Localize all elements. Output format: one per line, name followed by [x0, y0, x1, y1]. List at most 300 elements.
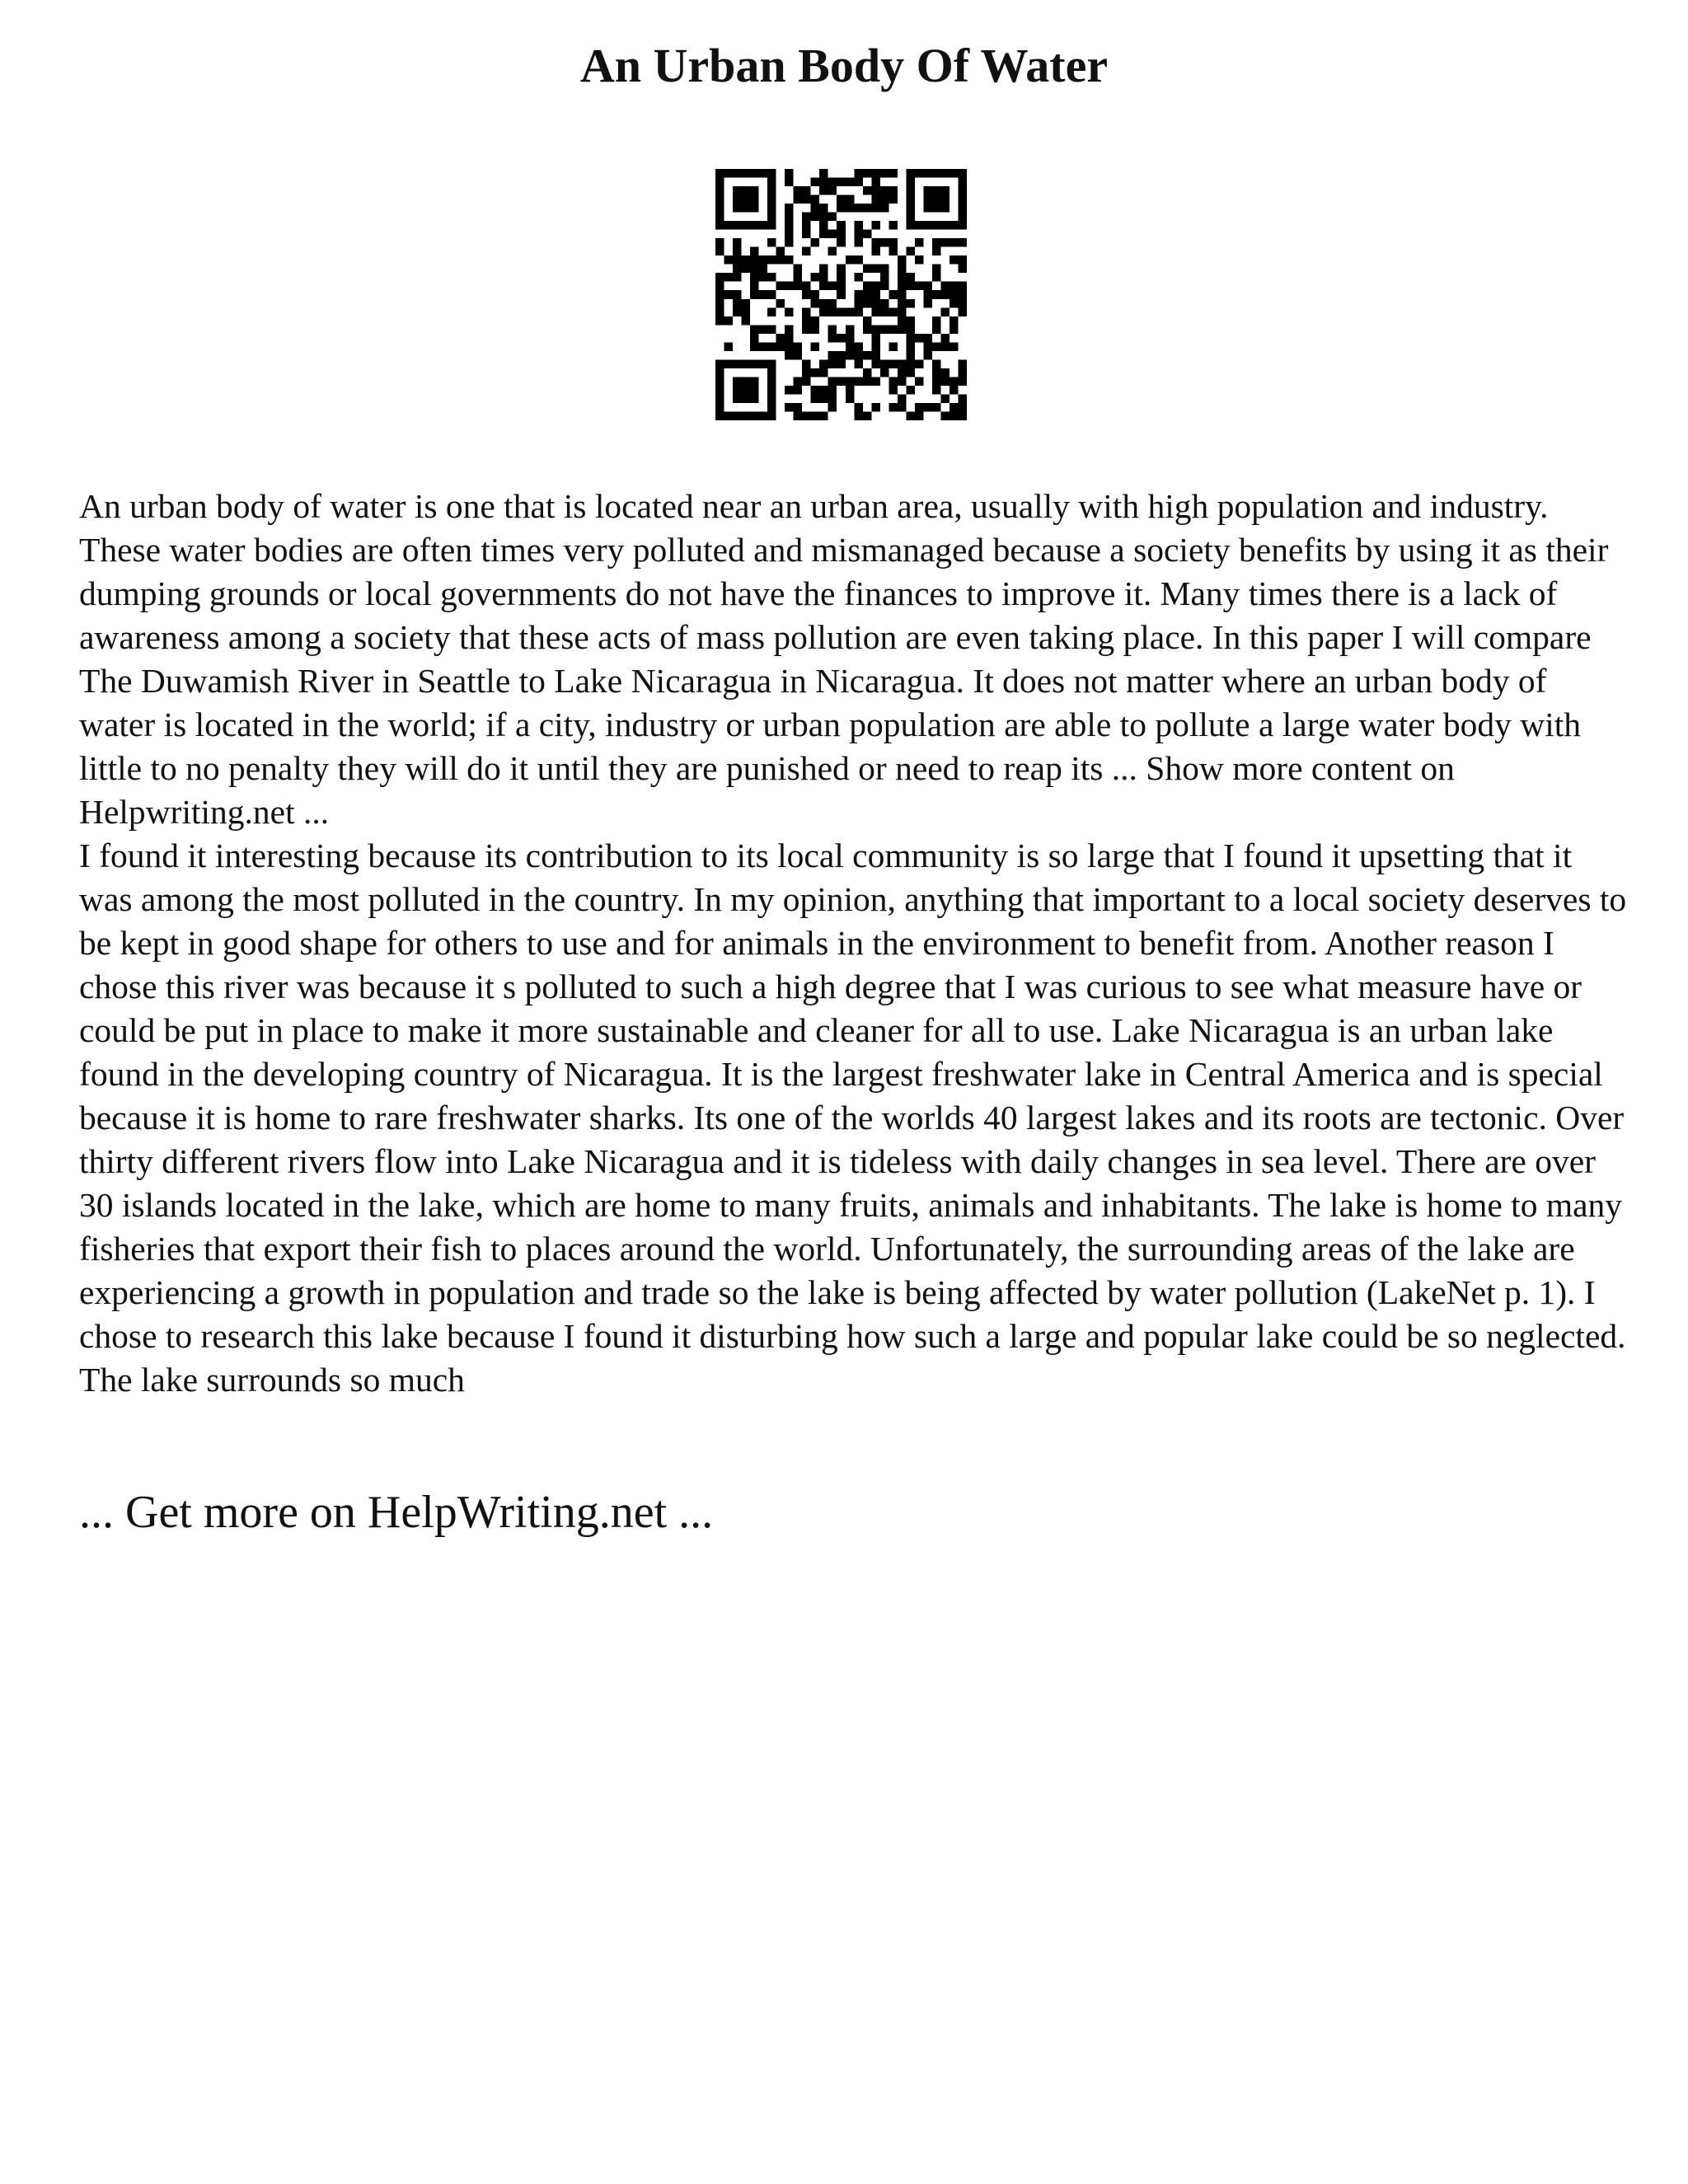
- qr-module: [950, 299, 959, 308]
- qr-module: [819, 265, 828, 274]
- qr-module: [958, 178, 967, 187]
- qr-module: [776, 247, 785, 256]
- qr-module: [794, 377, 803, 386]
- qr-module: [923, 334, 932, 343]
- qr-module: [715, 386, 724, 395]
- qr-module: [785, 386, 794, 395]
- qr-module: [923, 282, 932, 291]
- qr-module: [750, 377, 759, 386]
- qr-module: [742, 377, 751, 386]
- qr-module: [794, 403, 803, 412]
- qr-module: [724, 169, 734, 178]
- qr-module: [750, 169, 759, 178]
- qr-module: [950, 386, 959, 395]
- qr-module: [880, 273, 889, 282]
- qr-module: [776, 342, 785, 351]
- qr-module: [715, 299, 724, 308]
- qr-module: [794, 282, 803, 291]
- qr-module: [802, 316, 811, 326]
- qr-module: [898, 394, 907, 403]
- qr-module: [802, 195, 811, 204]
- qr-module: [915, 221, 924, 230]
- qr-module: [915, 411, 924, 420]
- qr-module: [759, 265, 768, 274]
- qr-module: [828, 213, 837, 222]
- qr-module: [828, 282, 837, 291]
- qr-module: [854, 221, 863, 230]
- qr-module: [724, 290, 734, 299]
- qr-module: [923, 342, 932, 351]
- qr-module: [715, 411, 724, 420]
- qr-module: [871, 377, 880, 386]
- qr-module: [898, 299, 907, 308]
- qr-module: [715, 307, 724, 316]
- qr-module: [889, 238, 898, 247]
- qr-module: [785, 169, 794, 178]
- qr-module: [932, 368, 941, 377]
- qr-module: [794, 386, 803, 395]
- qr-module: [940, 411, 950, 420]
- qr-module: [880, 368, 889, 377]
- qr-module: [715, 316, 724, 326]
- qr-module: [871, 247, 880, 256]
- qr-module: [846, 307, 855, 316]
- qr-module: [715, 247, 724, 256]
- qr-module: [767, 325, 776, 334]
- qr-module: [837, 195, 846, 204]
- qr-module: [837, 178, 846, 187]
- qr-module: [724, 221, 734, 230]
- qr-module: [837, 377, 846, 386]
- qr-module: [785, 403, 794, 412]
- qr-module: [724, 316, 734, 326]
- qr-module: [863, 230, 872, 239]
- qr-module: [871, 299, 880, 308]
- qr-module: [958, 394, 967, 403]
- qr-module: [863, 186, 872, 195]
- qr-module: [828, 307, 837, 316]
- qr-module: [819, 368, 828, 377]
- qr-module: [759, 411, 768, 420]
- qr-module: [828, 334, 837, 343]
- qr-module: [854, 299, 863, 308]
- qr-module: [932, 238, 941, 247]
- qr-module: [767, 411, 776, 420]
- qr-module: [915, 238, 924, 247]
- qr-module: [923, 195, 932, 204]
- qr-module: [923, 186, 932, 195]
- qr-module: [802, 282, 811, 291]
- qr-module: [871, 195, 880, 204]
- qr-module: [871, 282, 880, 291]
- qr-module: [811, 213, 820, 222]
- qr-module: [932, 247, 941, 256]
- qr-module: [846, 178, 855, 187]
- qr-module: [854, 351, 863, 360]
- qr-module: [846, 204, 855, 213]
- qr-module: [940, 169, 950, 178]
- qr-module: [785, 282, 794, 291]
- qr-module: [742, 221, 751, 230]
- qr-module: [794, 195, 803, 204]
- qr-module: [785, 178, 794, 187]
- qr-module: [759, 290, 768, 299]
- qr-module: [932, 377, 941, 386]
- qr-module: [750, 195, 759, 204]
- qr-module: [715, 290, 724, 299]
- qr-module: [906, 213, 915, 222]
- qr-module: [889, 386, 898, 395]
- qr-module: [794, 265, 803, 274]
- qr-module: [871, 169, 880, 178]
- qr-module: [733, 359, 742, 368]
- qr-module: [828, 377, 837, 386]
- qr-module: [811, 204, 820, 213]
- qr-module: [819, 411, 828, 420]
- qr-module: [889, 195, 898, 204]
- qr-module: [932, 265, 941, 274]
- qr-module: [828, 230, 837, 239]
- qr-module: [932, 342, 941, 351]
- qr-module: [767, 359, 776, 368]
- qr-module: [958, 411, 967, 420]
- qr-module: [906, 273, 915, 282]
- get-more-link[interactable]: ... Get more on HelpWriting.net ...: [79, 1487, 714, 1538]
- qr-module: [742, 204, 751, 213]
- qr-module: [724, 411, 734, 420]
- qr-module: [958, 290, 967, 299]
- qr-module: [828, 351, 837, 360]
- qr-module: [846, 325, 855, 334]
- paragraph-2: I found it interesting because its contribution to its local community is so large that I found it upsetting that it was among the most polluted in the country. In my opinion, anything that important to a local society deserves to be kept in good shape for others to use and for animals in the environment to benefit from. Another reason I chose this river was because it s polluted to such a high degree that I was curious to see what measure have or could be put in place to make it more sustainable and cleaner for all to use. Lake Nicaragua is an urban lake found in the developing country of Nicaragua. It is the largest freshwater lake in Central America and is special because it is home to rare freshwater sharks. Its one of the worlds 40 largest lakes and its roots are tectonic. Over thirty different rivers flow into Lake Nicaragua and it is tideless with daily changes in sea level. There are over 30 islands located in the lake, which are home to many fruits, animals and inhabitants. The lake is home to many fisheries that export their fish to places around the world. Unfortunately, the surrounding areas of the lake are experiencing a growth in population and trade so the lake is being affected by water pollution (LakeNet p. 1). I chose to research this lake because I found it disturbing how such a large and popular lake could be so neglected. The lake surrounds so much: [79, 837, 1627, 1399]
- qr-module: [742, 394, 751, 403]
- qr-module: [950, 238, 959, 247]
- qr-module: [802, 221, 811, 230]
- qr-module: [854, 411, 863, 420]
- qr-module: [742, 195, 751, 204]
- qr-module: [889, 359, 898, 368]
- qr-module: [846, 377, 855, 386]
- qr-module: [880, 325, 889, 334]
- qr-module: [871, 325, 880, 334]
- qr-module: [785, 221, 794, 230]
- qr-module: [854, 342, 863, 351]
- qr-module: [906, 204, 915, 213]
- qr-module: [854, 403, 863, 412]
- qr-module: [915, 334, 924, 343]
- qr-module: [828, 394, 837, 403]
- qr-module: [871, 307, 880, 316]
- qr-module: [950, 255, 959, 265]
- qr-module: [837, 359, 846, 368]
- qr-module: [932, 221, 941, 230]
- qr-module: [950, 411, 959, 420]
- qr-module: [819, 394, 828, 403]
- qr-module: [828, 386, 837, 395]
- qr-module: [958, 255, 967, 265]
- qr-module: [742, 265, 751, 274]
- qr-module: [828, 325, 837, 334]
- qr-module: [724, 359, 734, 368]
- qr-module: [958, 238, 967, 247]
- qr-module: [742, 255, 751, 265]
- qr-module: [742, 411, 751, 420]
- qr-module: [776, 282, 785, 291]
- qr-module: [854, 307, 863, 316]
- qr-module: [880, 307, 889, 316]
- qr-module: [819, 178, 828, 187]
- qr-module: [940, 282, 950, 291]
- qr-module: [940, 221, 950, 230]
- qr-module: [906, 299, 915, 308]
- qr-module: [715, 403, 724, 412]
- qr-module: [802, 213, 811, 222]
- qr-module: [819, 386, 828, 395]
- qr-module: [871, 403, 880, 412]
- qr-module: [819, 299, 828, 308]
- qr-module: [863, 411, 872, 420]
- qr-module: [750, 334, 759, 343]
- qr-module: [742, 169, 751, 178]
- qr-module: [785, 351, 794, 360]
- qr-module: [776, 255, 785, 265]
- qr-module: [742, 307, 751, 316]
- qr-module: [715, 377, 724, 386]
- qr-module: [880, 204, 889, 213]
- qr-module: [767, 368, 776, 377]
- qr-module: [811, 342, 820, 351]
- qr-module: [811, 394, 820, 403]
- qr-module: [932, 386, 941, 395]
- qr-module: [794, 342, 803, 351]
- qr-module: [733, 299, 742, 308]
- qr-module: [889, 169, 898, 178]
- qr-module: [767, 255, 776, 265]
- qr-module: [811, 178, 820, 187]
- qr-module: [906, 351, 915, 360]
- qr-module: [932, 273, 941, 282]
- qr-module: [880, 299, 889, 308]
- qr-module: [750, 186, 759, 195]
- qr-module: [871, 359, 880, 368]
- qr-module: [880, 186, 889, 195]
- qr-module: [742, 386, 751, 395]
- qr-module: [958, 307, 967, 316]
- qr-module: [733, 186, 742, 195]
- qr-module: [932, 325, 941, 334]
- qr-module: [854, 273, 863, 282]
- qr-module: [846, 342, 855, 351]
- qr-module: [733, 255, 742, 265]
- qr-module: [863, 290, 872, 299]
- qr-module: [854, 238, 863, 247]
- qr-module: [889, 186, 898, 195]
- qr-module: [950, 169, 959, 178]
- qr-module: [898, 325, 907, 334]
- qr-module: [733, 247, 742, 256]
- qr-module: [733, 290, 742, 299]
- qr-module: [767, 195, 776, 204]
- qr-module: [958, 265, 967, 274]
- qr-module: [715, 238, 724, 247]
- qr-module: [811, 273, 820, 282]
- page-title: An Urban Body Of Water: [579, 39, 1109, 92]
- qr-module: [819, 204, 828, 213]
- qr-module: [906, 195, 915, 204]
- qr-module: [906, 169, 915, 178]
- qr-module: [863, 351, 872, 360]
- qr-module: [802, 186, 811, 195]
- qr-module: [733, 169, 742, 178]
- qr-module: [950, 325, 959, 334]
- qr-module: [794, 273, 803, 282]
- qr-module: [802, 377, 811, 386]
- qr-module: [767, 273, 776, 282]
- qr-module: [906, 359, 915, 368]
- qr-module: [715, 394, 724, 403]
- qr-module: [932, 316, 941, 326]
- qr-module: [940, 204, 950, 213]
- qr-module: [898, 359, 907, 368]
- article-body: [79, 485, 1629, 1402]
- qr-module: [906, 186, 915, 195]
- qr-module: [819, 186, 828, 195]
- qr-module: [854, 230, 863, 239]
- qr-module: [880, 238, 889, 247]
- qr-module: [733, 238, 742, 247]
- qr-module: [846, 334, 855, 343]
- qr-module: [715, 221, 724, 230]
- qr-module: [837, 334, 846, 343]
- qr-module: [863, 368, 872, 377]
- qr-module: [759, 359, 768, 368]
- qr-module: [950, 290, 959, 299]
- qr-module: [871, 351, 880, 360]
- qr-module: [889, 403, 898, 412]
- qr-code-icon[interactable]: [715, 169, 967, 420]
- qr-code-graphic: [715, 169, 967, 420]
- qr-module: [733, 204, 742, 213]
- qr-module: [889, 307, 898, 316]
- qr-module: [950, 221, 959, 230]
- qr-module: [819, 273, 828, 282]
- qr-module: [889, 247, 898, 256]
- qr-module: [802, 307, 811, 316]
- qr-module: [932, 204, 941, 213]
- qr-module: [819, 282, 828, 291]
- qr-module: [811, 290, 820, 299]
- qr-module: [785, 334, 794, 343]
- qr-module: [733, 377, 742, 386]
- qr-module: [889, 342, 898, 351]
- qr-module: [950, 282, 959, 291]
- qr-module: [906, 368, 915, 377]
- qr-module: [958, 221, 967, 230]
- qr-module: [958, 169, 967, 178]
- qr-module: [828, 247, 837, 256]
- qr-module: [715, 169, 724, 178]
- qr-module: [871, 334, 880, 343]
- qr-module: [819, 169, 828, 178]
- qr-module: [767, 307, 776, 316]
- qr-module: [906, 325, 915, 334]
- qr-module: [871, 178, 880, 187]
- qr-module: [767, 386, 776, 395]
- qr-module: [785, 230, 794, 239]
- qr-module: [802, 359, 811, 368]
- qr-module: [863, 265, 872, 274]
- qr-module: [915, 169, 924, 178]
- qr-module: [940, 377, 950, 386]
- qr-module: [828, 186, 837, 195]
- qr-module: [776, 334, 785, 343]
- qr-module: [794, 186, 803, 195]
- qr-module: [767, 178, 776, 187]
- qr-module: [950, 316, 959, 326]
- qr-module: [750, 265, 759, 274]
- qr-module: [828, 299, 837, 308]
- qr-module: [750, 221, 759, 230]
- qr-module: [837, 307, 846, 316]
- qr-module: [906, 282, 915, 291]
- qr-module: [906, 334, 915, 343]
- qr-module: [923, 351, 932, 360]
- qr-module: [871, 221, 880, 230]
- qr-module: [863, 282, 872, 291]
- qr-module: [750, 359, 759, 368]
- qr-module: [863, 169, 872, 178]
- qr-module: [767, 204, 776, 213]
- qr-module: [940, 368, 950, 377]
- qr-module: [871, 290, 880, 299]
- qr-module: [846, 195, 855, 204]
- qr-module: [923, 299, 932, 308]
- qr-module: [889, 377, 898, 386]
- qr-module: [767, 377, 776, 386]
- qr-module: [715, 204, 724, 213]
- qr-module: [923, 169, 932, 178]
- qr-module: [915, 377, 924, 386]
- qr-module: [750, 325, 759, 334]
- qr-module: [837, 230, 846, 239]
- qr-module: [863, 299, 872, 308]
- qr-module: [940, 290, 950, 299]
- qr-module: [898, 368, 907, 377]
- qr-module: [940, 307, 950, 316]
- qr-module: [906, 386, 915, 395]
- qr-module: [854, 169, 863, 178]
- qr-module: [802, 368, 811, 377]
- qr-module: [940, 195, 950, 204]
- qr-module: [863, 204, 872, 213]
- qr-module: [837, 204, 846, 213]
- qr-module: [923, 221, 932, 230]
- qr-module: [819, 230, 828, 239]
- qr-module: [767, 394, 776, 403]
- qr-module: [811, 411, 820, 420]
- qr-module: [940, 238, 950, 247]
- qr-module: [871, 186, 880, 195]
- qr-module: [776, 299, 785, 308]
- qr-module: [837, 351, 846, 360]
- qr-module: [742, 316, 751, 326]
- qr-module: [837, 273, 846, 282]
- qr-module: [767, 290, 776, 299]
- qr-module: [880, 195, 889, 204]
- qr-module: [794, 411, 803, 420]
- qr-module: [724, 342, 734, 351]
- qr-module: [958, 282, 967, 291]
